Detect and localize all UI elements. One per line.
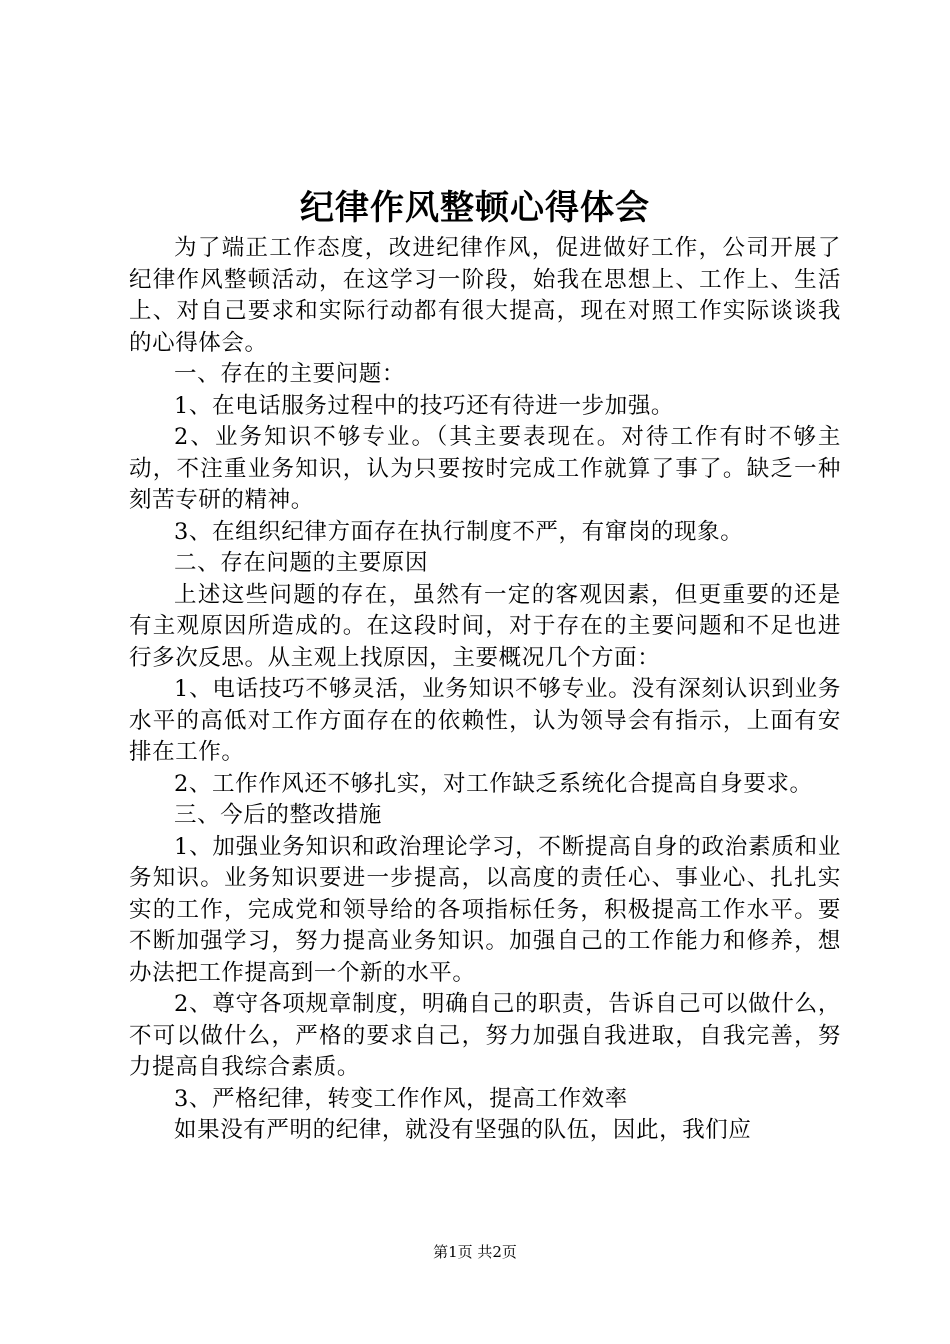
paragraph-cause-2: 2、工作作风还不够扎实，对工作缺乏系统化合提高自身要求。 (174, 770, 813, 797)
paragraph-intro: 为了端正工作态度，改进纪律作风，促进做好工作，公司开展了纪律作风整顿活动，在这学习一阶段，始我在思想上、工作上、生活上、对自己要求和实际行动都有很大提高，现在对照工作实际谈谈我的心得体会。 (129, 235, 841, 356)
page-number-footer: 第1页 共2页 (433, 1243, 517, 1261)
paragraph-problem-3: 3、在组织纪律方面存在执行制度不严，有窜岗的现象。 (174, 518, 744, 545)
section-heading-problems: 一、存在的主要问题： (174, 361, 406, 387)
paragraph-measure-2: 2、尊守各项规章制度，明确自己的职责，告诉自己可以做什么，不可以做什么，严格的要求自己，努力加强自我进取，自我完善，努力提高自我综合素质。 (129, 991, 841, 1080)
document-title: 纪律作风整顿心得体会 (300, 188, 650, 228)
document-body (129, 233, 841, 1147)
paragraph-measure-1: 1、加强业务知识和政治理论学习，不断提高自身的政治素质和业务知识。业务知识要进一步提高，以高度的责任心、事业心、扎扎实实的工作，完成党和领导给的各项指标任务，积极提高工作水平。要不断加强学习，努力提高业务知识。加强自己的工作能力和修养，想办法把工作提高到一个新的水平。 (129, 833, 841, 986)
paragraph-problem-2: 2、业务知识不够专业。（其主要表现在。对待工作有时不够主动，不注重业务知识，认为只要按时完成工作就算了事了。缺乏一种刻苦专研的精神。 (129, 424, 841, 513)
section-heading-causes: 二、存在问题的主要原因 (174, 550, 429, 576)
paragraph-measure-3: 3、严格纪律，转变工作作风，提高工作效率 (174, 1085, 628, 1112)
section-heading-measures: 三、今后的整改措施 (174, 802, 382, 828)
paragraph-conclusion-start: 如果没有严明的纪律，就没有坚强的队伍，因此，我们应 (174, 1117, 752, 1143)
paragraph-problem-1: 1、在电话服务过程中的技巧还有待进一步加强。 (174, 392, 675, 419)
paragraph-causes-intro: 上述这些问题的存在，虽然有一定的客观因素，但更重要的还是有主观原因所造成的。在这段时间，对于存在的主要问题和不足也进行多次反思。从主观上找原因，主要概况几个方面： (129, 581, 841, 671)
paragraph-cause-1: 1、电话技巧不够灵活，业务知识不够专业。没有深刻认识到业务水平的高低对工作方面存在的依赖性，认为领导会有指示，上面有安排在工作。 (129, 676, 841, 765)
